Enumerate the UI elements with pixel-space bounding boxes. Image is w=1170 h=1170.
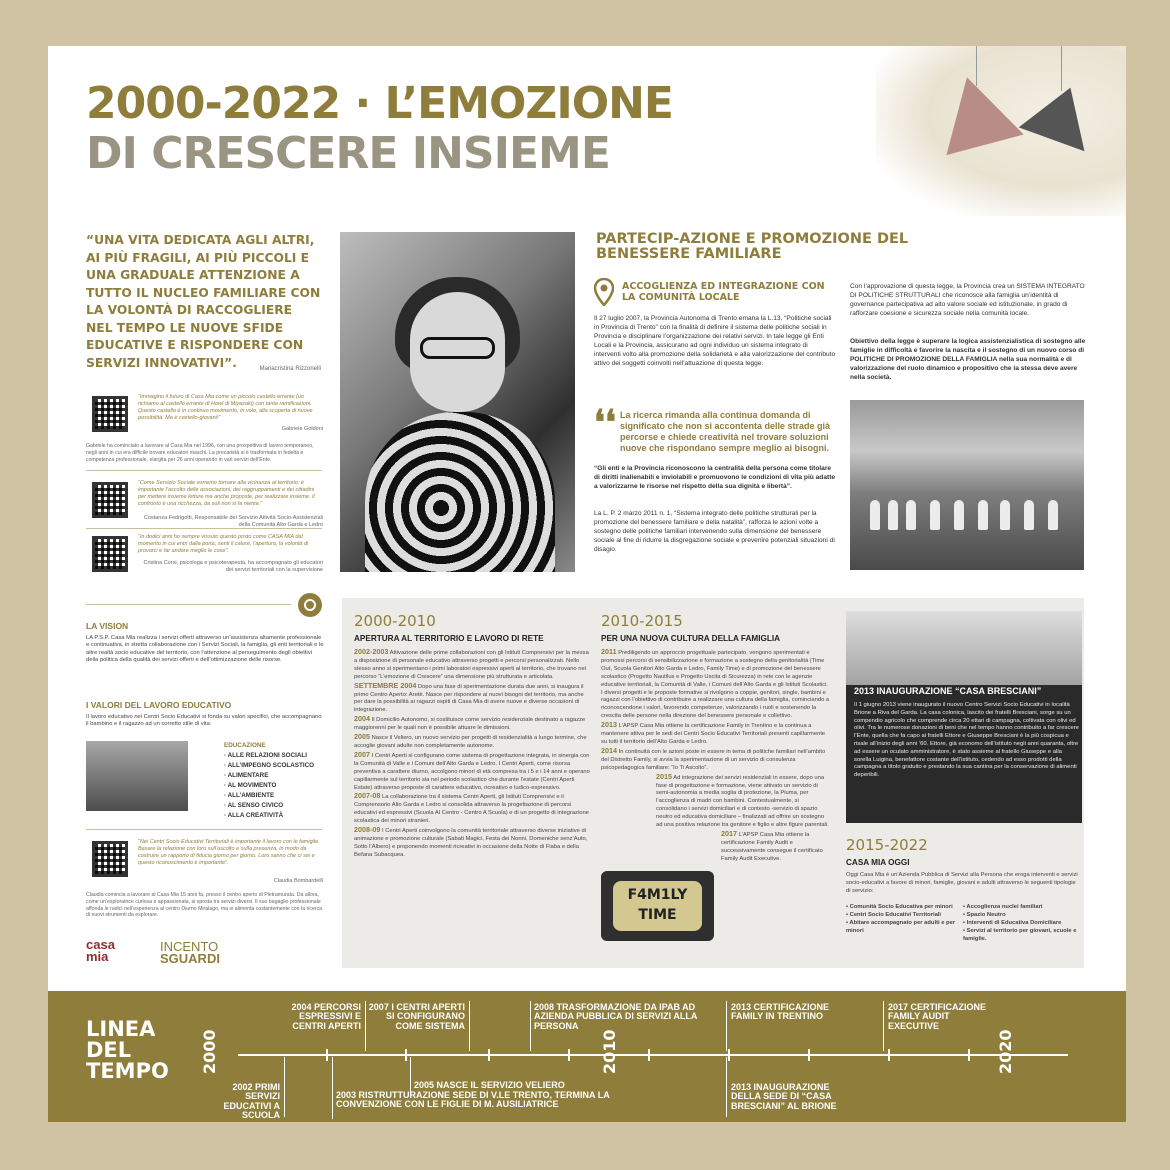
qr-quote-1-author: Gabriele Goldoni: [281, 426, 323, 432]
location-pin-icon: [594, 278, 614, 306]
partecipazione-title: PARTECIP-AZIONE E PROMOZIONE DEL BENESSERE FAMILIARE: [596, 231, 909, 262]
origami-cranes-illustration: [876, 46, 1126, 216]
event-2013-bresciani: 2013 INAUGURAZIONE DELLA SEDE DI “CASA BRESCIANI” AL BRIONE: [731, 1082, 837, 1111]
bresciani-title: 2013 INAUGURAZIONE “CASA BRESCIANI”: [854, 686, 1042, 696]
vision-title: LA VISION: [86, 621, 129, 631]
partecipazione-highlight: La ricerca rimanda alla continua domanda di significato che non si accontenta delle strade già percorse e chiede creatività nel trovare soluzioni nuove che rispondano sempre meglio ai bisogni.: [620, 410, 831, 453]
divider: [86, 528, 322, 529]
group-activity-photo: [850, 400, 1084, 570]
education-list: [224, 741, 334, 821]
partecipazione-col2-text: Con l’approvazione di questa legge, la Provincia crea un SISTEMA INTEGRATO DI POLITICHE STRUTTURALI che riconosce alla famiglia un’identità di governance partecipativa ad alto valore sociale ed istituzionale, in grado di rafforzare coesione e sicurezza sociale nella comunità locale.: [850, 283, 1085, 318]
decade-label: 2010: [600, 1029, 619, 1074]
list-item: · ALIMENTARE: [224, 772, 269, 779]
timeline-title: LINEA DEL TEMPO: [86, 1017, 169, 1083]
list-item: 2011 Prediligendo un approccio progettuale partecipato, vengono sperimentati e promossi percorsi di sensibilizzazione e formazione a sostegno della genitorialità (Time Out, Scuola Genitori Alto Garda e Ledro, Family Time) e di promozione del benessere scolastico (Progetto Nautilus e Progetto Uscita di Sicurezza) in rete con le agenzie educative territoriali, la Comunità di Valle, i Comuni dell’Alto Garda e gli Istituti Scolastici. I diversi progetti e le proposte formative si rivolgono a coppie, genitori, single, bambini e ragazzi con l’obiettivo di contribuire a realizzare una cultura della famiglia, cominciando a riconoscendone i valori, favorendo competenze, valorizzando i ruoli e sostenendo la crescita delle persone nella direzione del benessere personale e collettivo.: [601, 647, 830, 720]
portrait-photo: [340, 232, 575, 572]
family-time-logo: F4M1LY TIME: [601, 871, 714, 941]
qr-quote-3-author: Cristina Corsi, psicologa e psicoterapeuta, ha accompagnato gli educatori dei servizi territoriali con la supervisione: [143, 560, 323, 573]
list-item: · AL SENSO CIVICO: [224, 802, 284, 809]
incento-sguardi-logo: INCENTO SGUARDI: [160, 939, 220, 966]
list-item: 2007-08 La collaborazione tra il sistema Centri Aperti, gli Istituti Comprensivi e il Comprensorio Alto Garda e Ledro si consolida attraverso la progettazione di percorsi educativi ed espressivi (Scuola Al Centro - Centro A Scuola) e di un progetto di integrazione scolastica dei minori stranieri.: [354, 791, 589, 825]
list-item: • Spazio Neutro: [963, 911, 1006, 918]
partecipazione-subtitle: ACCOGLIENZA ED INTEGRAZIONE CON LA COMUNITÀ LOCALE: [622, 281, 825, 303]
title-line-2: DI CRESCERE INSIEME: [86, 128, 610, 179]
partecipazione-col2-text-2: Obiettivo della legge è superare la logica assistenzialistica di sostegno alle famiglie in difficoltà e favorire la nascita e il sostegno di un nuovo corso di POLITICHE DI PROMOZIONE DELLA FAMIGLIA nella sua normalità e di valorizzazione del ruolo dinamico e propositivo che la stessa deve avere nella società.: [850, 338, 1086, 382]
event-2005: 2005 NASCE IL SERVIZIO VELIERO: [414, 1080, 565, 1090]
era1-list: [354, 648, 592, 860]
list-item: 2013 L’APSP Casa Mia ottiene la certificazione Family in Trentino e la continua a mantenere attiva per le sedi dei Centri Socio Educativi Territoriali presenti capillarmente su tutti il territorio dell’Alto Garda e Ledro.: [601, 720, 826, 745]
list-item: · ALLE RELAZIONI SOCIALI: [224, 752, 308, 759]
tick: [888, 1049, 890, 1061]
tick: [405, 1049, 407, 1061]
crane-pink: [928, 67, 1023, 155]
era3-subtitle: CASA MIA OGGI: [846, 858, 910, 867]
quote-mark-icon: ❛❛: [594, 403, 616, 443]
list-item: SETTEMBRE 2004 Dopo una fase di sperimentazione durata due anni, si inaugura il primo Centro Aperto: Aretè. Nasce per rispondere ai nuovi bisogni del territorio, ma anche per dare la possibilità ai ragazzi ospiti di Casa Mia di avere nuove e diverse occasioni di integrazione.: [354, 680, 584, 714]
qr-quote-1: “Immagino il futuro di Casa Mia come un piccolo castello errante (un richiamo al castello errante di Howl di Miyazaki) con tante ramificazioni. Questo castello è in continuo movimento, in volo, alla scoperta di nuove possibilità. Ma è castello-giovani!”: [138, 394, 313, 421]
era1-title: 2000-2010: [354, 612, 436, 630]
tick: [808, 1049, 810, 1061]
event-2003: 2003 RISTRUTTURAZIONE SEDE DI V.LE TRENTO, TERMINA LA CONVENZIONE CON LE FIGLIE DI M. AUSILIATRICE: [336, 1090, 610, 1110]
qr-quote-2-author: Costanza Fedrigotti, Responsabile del Servizio Attività Socio-Assistenziali della Comunità Alto Garda e Ledro: [143, 515, 323, 528]
list-item: 2004 Il Domicilio Autonomo, si costituisce come servizio residenziale destinato a ragazze maggiorenni per le quali non è possibile attuare le dimissioni.: [354, 714, 586, 732]
divider: [86, 829, 322, 830]
list-item: 2007 I Centri Aperti si configurano come sistema di progettazione integrata, in sinergia con la Comunità di Valle e i Comuni dell’Alto Garda e Ledro. I Centri Aperti, come risorsa preventiva a carattere diurno, accolgono minori di età compresa tra i 5 e i 14 anni e operano capillarmente sul territorio sia nel periodo scolastico che durante l’estate (Centri Aperti Estate) attraverso proposte di carattere educativo, ricreativo e ludico-espressivo.: [354, 749, 590, 791]
qr-quote-4-author: Claudia Bombardelli: [273, 878, 323, 884]
event-2008: 2008 TRASFORMAZIONE DA IPAB AD AZIENDA PUBBLICA DI SERVIZI ALLA PERSONA: [534, 1002, 698, 1031]
bresciani-text: Il 1 giugno 2013 viene inaugurato il nuovo Centro Servizi Socio Educativi in località Brione a Riva del Garda. La casa colonica, lascito dei fratelli Bresciani, sorge su un compendio agricolo che comprende circa 20 ettari di campagna, coltivata con olivi ed olivi. Tra le numerose donazioni di beni che nel tempo hanno contribuito a far crescere l’Ente, quella che fa capo ai fratelli Ettore e Giuseppe Bresciani è la più cospicua e risale all’inizio degli anni ’60. Ettore, già economo dell’istituto negli anni quaranta, oltre ad essere un oculato amministratore, è stato assieme al fratello Giuseppe e alla sorella Luigina, benefattore costante dell’istituto, cedendo ad esso prodotti della campagna a titolo gratuito e prestando la sua cantina per la conservazione di alimenti deperibili.: [854, 702, 1079, 779]
divider: [86, 470, 322, 471]
crane-grey: [1019, 76, 1104, 152]
title-line-1: 2000-2022 · L’EMOZIONE: [86, 78, 673, 129]
list-item: • Centri Socio Educativi Territoriali: [846, 911, 942, 918]
list-item: · ALL’AMBIENTE: [224, 792, 275, 799]
list-item: · ALL’IMPEGNO SCOLASTICO: [224, 762, 315, 769]
casa-mia-logo: casa mia: [86, 937, 115, 964]
valori-text: Il lavoro educativo nei Centri Socio Educativi si fonda su valori specifici, che accompagnano il bambino e il ragazzo ad un corretto stile di vita:: [86, 714, 322, 728]
event-2004: 2004 PERCORSI ESPRESSIVI E CENTRI APERTI: [291, 1002, 361, 1031]
qr-quote-2: “Come Servizio Sociale vorremo tornare alla vicinanza al territorio: è importante l’ascolto delle associazioni, dei raggruppamenti e dei cittadini per mettere insieme letture ma anche proposte, per realizzare insieme. Il confronto è una ricchezza, da soli non si fa niente.”: [138, 480, 315, 507]
tick: [728, 1049, 730, 1061]
list-item: • Accoglienza nuclei familiari: [963, 904, 1043, 910]
valori-title: I VALORI DEL LAVORO EDUCATIVO: [86, 700, 232, 710]
partecipazione-text-1: Il 27 luglio 2007, la Provincia Autonoma di Trento emana la L.13, “Politiche sociali in Provincia di Trento” con la finalità di definire il sistema delle politiche sociali in Provincia e disciplinare l’organizzazione dei relativi servizi. In tale legge gli Enti Locali e la Provincia, assicurano ad ogni individuo un sistema integrato di interventi volto alla promozione della solidarietà e alla valorizzazione del contributo attivo dei soggetti coinvolti nell’attuazione di questa legge.: [594, 315, 836, 368]
page-title: [86, 78, 673, 179]
qr-code-4[interactable]: [92, 841, 128, 877]
era3-list-left: [846, 904, 958, 936]
timeline-axis: [238, 1054, 1068, 1056]
event-2007: 2007 I CENTRI APERTI SI CONFIGURANO COME SISTEMA: [368, 1002, 465, 1031]
children-photo: [86, 741, 188, 811]
partecipazione-text-3: La L. P. 2 marzo 2011 n. 1, “Sistema integrato delle politiche strutturali per la promozione del benessere familiare e della natalità”, rafforza le azioni volte a sostegno delle politiche familiari intervenendo sulla dimensione del benessere sociale al fine di ridurre la disgregazione sociale e prevenire potenziali situazioni di disagio.: [594, 510, 835, 554]
qr-code-3[interactable]: [92, 536, 128, 572]
qr-quote-4: “Nei Centri Socio Educativi Territoriali è importante il lavoro con le famiglie. Basare la relazione con loro sull’ascolto e sulla presenza, in modo da costruire un rapporto di fiducia giorno per giorno. Loro sanno che ci sei e questo riconoscimento è importante”.: [138, 839, 320, 866]
qr-code-1[interactable]: [92, 396, 128, 432]
gabriele-note: Gabriele ha cominciato a lavorare al Casa Mia nel 1996, con una prospettiva di lavoro temporaneo, negli anni in cui era difficile trovare educatori maschi. La precarietà si è trasformata in fedeltà e competenza professionale, elargita per 26 anni operando in vari servizi dell’Ente.: [86, 443, 314, 463]
vision-text: LA P.S.P. Casa Mia realizza i servizi offerti attraverso un’assistenza altamente professionale e continuativa, in stretta collaborazione con i Servizi Sociali, la famiglia, gli enti territoriali e le altre realtà socio educative del territorio, con l’attenzione al perseguimento degli obiettivi della politica della qualità dei servizi offerti e dell’ottimizzazione delle risorse.: [86, 635, 324, 664]
event-2013: 2013 CERTIFICAZIONE FAMILY IN TRENTINO: [731, 1002, 830, 1022]
divider: [86, 604, 291, 605]
era3-list-right: [963, 904, 1081, 944]
era2-list: [601, 648, 831, 864]
era3-title: 2015-2022: [846, 836, 928, 854]
claudia-note: Claudia comincia a lavorare al Casa Mia 15 anni fa, presso il centro aperto di Pietramurata. Da allora, come un’esploratrice curiosa e appassionata, si sposta tra servizi diversi. Il suo bagaglio professionale affonda le radici nell’esperienza al centro Diurno Miralago, ma si alimenta costantemente con la ricerca di nuovi strumenti da esplorare.: [86, 892, 323, 919]
list-item: · AL MOVIMENTO: [224, 782, 277, 789]
timeline-band: [48, 991, 1126, 1122]
tick: [648, 1049, 650, 1061]
era2-subtitle: PER UNA NUOVA CULTURA DELLA FAMIGLIA: [601, 634, 781, 643]
list-item: 2015 Ad integrazione dei servizi residenziali in essere, dopo una fase di progettazione e formazione, viene attivato un servizio di semi-autonomia a media soglia di protezione, la Piuma, per l’accoglienza di madri con bambini. Contestualmente, si consolidano i servizi domiciliari e di contesto -servizio di spazio neutro ed educativa domiciliare – finalizzati ad offrire un sostegno ad una positiva relazione tra genitore e figlio e altre figure parentali.: [656, 771, 829, 829]
list-item: • Servizi al territorio per giovani, scuole e famiglie.: [963, 927, 1077, 942]
list-item: • Comunità Socio Educativa per minori: [846, 904, 953, 910]
decade-label: 2020: [996, 1029, 1015, 1074]
list-item: • Interventi di Educativa Domiciliare: [963, 919, 1062, 926]
era1-subtitle: APERTURA AL TERRITORIO E LAVORO DI RETE: [354, 634, 544, 643]
poster: [48, 46, 1126, 1122]
tick: [968, 1049, 970, 1061]
magnifier-icon: [298, 593, 322, 617]
decade-label: 2000: [200, 1029, 219, 1074]
partecipazione-text-2: “Gli enti e la Provincia riconoscono la centralità della persona come titolare di diritti inalienabili e inviolabili e promuovono le condizioni di vita più adatte a valorizzarne le risorse nel rispetto della sua dignità e libertà”.: [594, 465, 836, 491]
list-item: 2008-09 I Centri Aperti coinvolgono la comunità territoriale attraverso diverse iniziative di animazione e promozione culturale (Sabati Magici, Festa dei Nonni, Domeniche senz’Auto, Sotto l’Albero) e proponendo momenti ricreativi in occasione della Notte di Fiaba e della Befana Subacquea.: [354, 825, 588, 858]
tick: [568, 1049, 570, 1061]
qr-code-2[interactable]: [92, 482, 128, 518]
era3-text: Oggi Casa Mia è un’Azienda Pubblica di Servizi alla Persona che eroga interventi e servizi socio-educativi a favore di minori, famiglie, giovani e adulti attraverso le seguenti tipologie di servizio:: [846, 872, 1078, 894]
list-item: · ALLA CREATIVITÀ: [224, 812, 284, 819]
list-item: 2014 In continuità con le azioni poste in essere in tema di politiche familiari nell’ambito del Distretto Family, si avvia la sperimentazione di un servizio di consulenza psicopedagogica familiare: “Io Ti Ascolto”.: [601, 745, 826, 771]
main-quote: “UNA VITA DEDICATA AGLI ALTRI, AI PIÙ FRAGILI, AI PIÙ PICCOLI E UNA GRADUALE ATTENZIONE A TUTTO IL NUCLEO FAMILIARE CON LA VOLONTÀ DI RACCOGLIERE NEL TEMPO LE NUOVE SFIDE EDUCATIVE E RISPONDERE CON SERVIZI INNOVATIVI”.: [86, 233, 321, 370]
list-item: 2017 L’APSP Casa Mia ottiene la certificazione Family Audit e successivamente consegue il certificato Family Audit Executive.: [721, 828, 823, 862]
education-list-title: EDUCAZIONE: [224, 742, 266, 749]
list-item: 2002-2003 Attivazione delle prime collaborazioni con gli Istituti Comprensivi per la messa a disposizione di personale educativo attraverso progetti e percorsi personalizzati. Nello stesso anno si sperimentano i primi laboratori espressivi aperti al territorio, che trovano nel percorso “L’emozione di Crescere” una dimensione più strutturata e articolata.: [354, 647, 589, 680]
list-item: 2005 Nasce il Veliero, un nuovo servizio per progetti di residenzialità a lungo termine, che accoglie giovani adulte non completamente autonome.: [354, 732, 587, 749]
qr-quote-3: “In dodici anni ho sempre vissuto questo posto come CASA MIA dal momento in cui entri dalla porta, senti il calore, l’apertura, la volontà di provarci e far andare meglio le cose”.: [138, 534, 309, 554]
tick: [326, 1049, 328, 1061]
main-quote-author: Mariacristina Rizzonelli: [259, 366, 321, 372]
event-2017: 2017 CERTIFICAZIONE FAMILY AUDIT EXECUTIVE: [888, 1002, 987, 1031]
list-item: • Abitare accompagnato per adulti e per minori: [846, 919, 956, 934]
event-2002: 2002 PRIMI SERVIZI EDUCATIVI A SCUOLA: [223, 1082, 280, 1121]
tick: [488, 1049, 490, 1061]
era2-title: 2010-2015: [601, 612, 683, 630]
